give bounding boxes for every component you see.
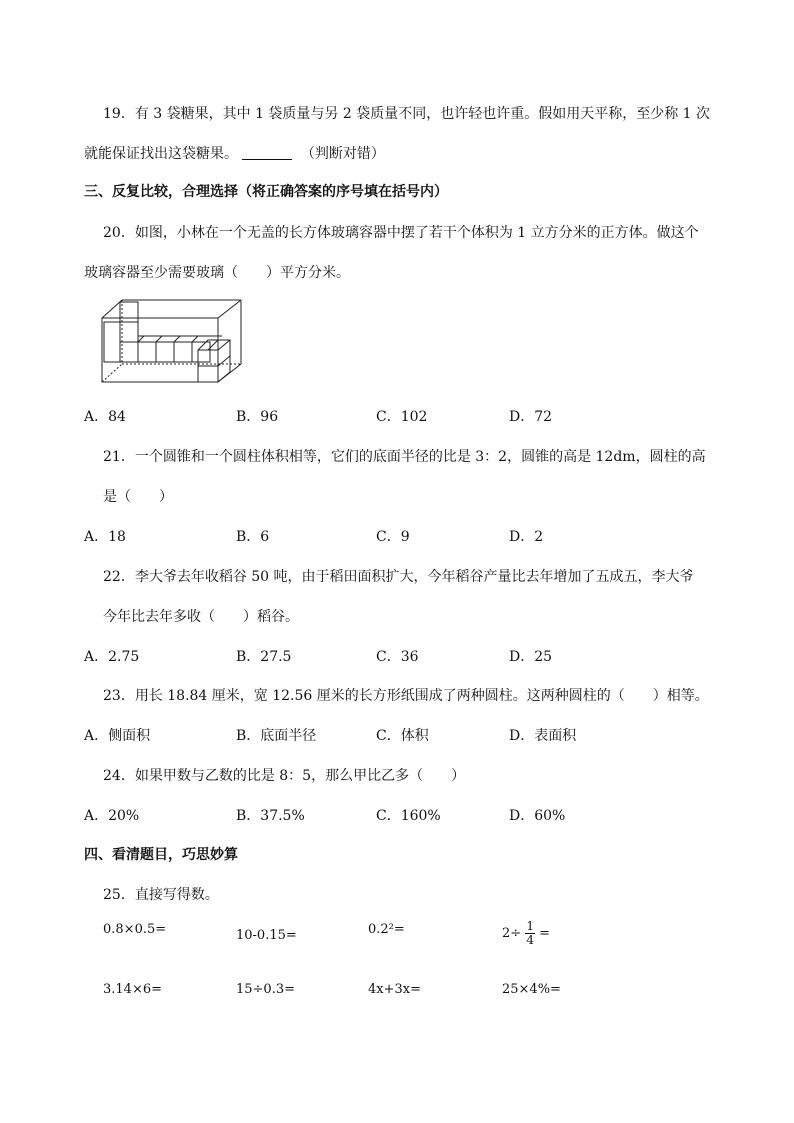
cube: [156, 342, 174, 362]
q21-option-b[interactable]: B．6: [236, 529, 270, 545]
q20-line1: 20．如图，小林在一个无盖的长方体玻璃容器中摆了若干个体积为 1 立方分米的正方体。做这个: [103, 225, 699, 241]
cube: [192, 342, 210, 362]
q24-option-c[interactable]: C．160%: [376, 808, 441, 824]
cube-edge: [192, 336, 198, 342]
box-edge: [102, 300, 122, 318]
q25-item-4-eq: =: [539, 926, 550, 941]
cube: [120, 342, 138, 362]
q24-option-d[interactable]: D．60%: [509, 808, 566, 824]
cube: [138, 342, 156, 362]
q20-option-d[interactable]: D．72: [509, 409, 553, 425]
q19-line2-text: 就能保证找出这袋糖果。: [84, 146, 238, 162]
q23-option-d[interactable]: D．表面积: [509, 728, 577, 744]
cube: [104, 322, 120, 362]
q25-item-7: 4x+3x=: [368, 982, 421, 997]
q21-option-c[interactable]: C．9: [376, 529, 410, 545]
q23-option-a[interactable]: A．侧面积: [84, 728, 151, 744]
section3-title: 三、反复比较，合理选择（将正确答案的序号填在括号内）: [84, 184, 448, 200]
q20-box-figure: [100, 298, 246, 386]
cube-edge: [138, 336, 144, 342]
q22-line2: 今年比去年多收（ ）稻谷。: [103, 609, 299, 625]
box-hidden-edge: [102, 364, 122, 382]
q24-option-b[interactable]: B．37.5%: [236, 808, 305, 824]
q21-line2: 是（ ）: [103, 489, 173, 505]
q21-option-a[interactable]: A．18: [84, 529, 126, 545]
fraction-numerator: 1: [526, 919, 534, 933]
q20-line2: 玻璃容器至少需要玻璃（ ）平方分米。: [84, 265, 350, 281]
q23-option-b[interactable]: B．底面半径: [236, 728, 317, 744]
section4-title: 四、看清题目，巧思妙算: [84, 847, 238, 863]
cube-edge: [198, 340, 230, 382]
q22-line1: 22．李大爷去年收稻谷 50 吨，由于稻田面积扩大，今年稻谷产量比去年增加了五成五，李大爷: [103, 569, 694, 585]
q23-line1: 23．用长 18.84 厘米，宽 12.56 厘米的长方形纸围成了两种圆柱。这两种圆柱的（ ）相等。: [103, 688, 709, 704]
q19-line2-tail: （判断对错）: [300, 146, 385, 162]
q25-item-5: 3.14×6=: [103, 982, 163, 997]
q22-option-a[interactable]: A．2.75: [84, 649, 140, 665]
q25-item-1: 0.8×0.5=: [103, 922, 167, 937]
cube: [120, 302, 138, 322]
q25-item-2: 10-0.15=: [236, 928, 297, 943]
q24-option-a[interactable]: A．20%: [84, 808, 140, 824]
q22-option-d[interactable]: D．25: [509, 649, 553, 665]
q23-option-c[interactable]: C．体积: [376, 728, 429, 744]
q19-line2: [84, 143, 385, 163]
q19-line1: 19．有 3 袋糖果，其中 1 袋质量与另 2 袋质量不同，也许轻也许重。假如用天平称，至少称 1 次: [103, 106, 711, 122]
q20-option-b[interactable]: B．96: [236, 409, 279, 425]
q21-line1: 21．一个圆锥和一个圆柱体积相等，它们的底面半径的比是 3：2，圆锥的高是 12dm，圆柱的高: [103, 449, 706, 465]
q25-item-4-lead: 2÷: [502, 926, 522, 941]
q25-item-4: [502, 920, 550, 947]
q22-option-b[interactable]: B．27.5: [236, 649, 292, 665]
q25-item-3: 0.2²=: [368, 922, 405, 937]
q25-item-8: 25×4%=: [502, 982, 561, 997]
q19-answer-blank[interactable]: [242, 145, 292, 160]
q22-option-c[interactable]: C．36: [376, 649, 419, 665]
cube-edge: [174, 336, 180, 342]
fraction-denominator: 4: [526, 933, 534, 947]
q20-option-c[interactable]: C．102: [376, 409, 428, 425]
q25-item-6: 15÷0.3=: [236, 982, 296, 997]
q21-option-d[interactable]: D．2: [509, 529, 544, 545]
cube: [198, 366, 218, 382]
cube: [174, 342, 192, 362]
cube-edge: [218, 340, 230, 350]
cube: [120, 322, 138, 342]
q25-line1: 25．直接写得数。: [103, 887, 219, 903]
cube-edge: [156, 336, 162, 342]
box-edge: [218, 300, 241, 318]
q25-fraction: [525, 920, 535, 947]
q24-line1: 24．如果甲数与乙数的比是 8：5，那么甲比乙多（ ）: [103, 768, 466, 784]
q20-option-a[interactable]: A．84: [84, 409, 126, 425]
